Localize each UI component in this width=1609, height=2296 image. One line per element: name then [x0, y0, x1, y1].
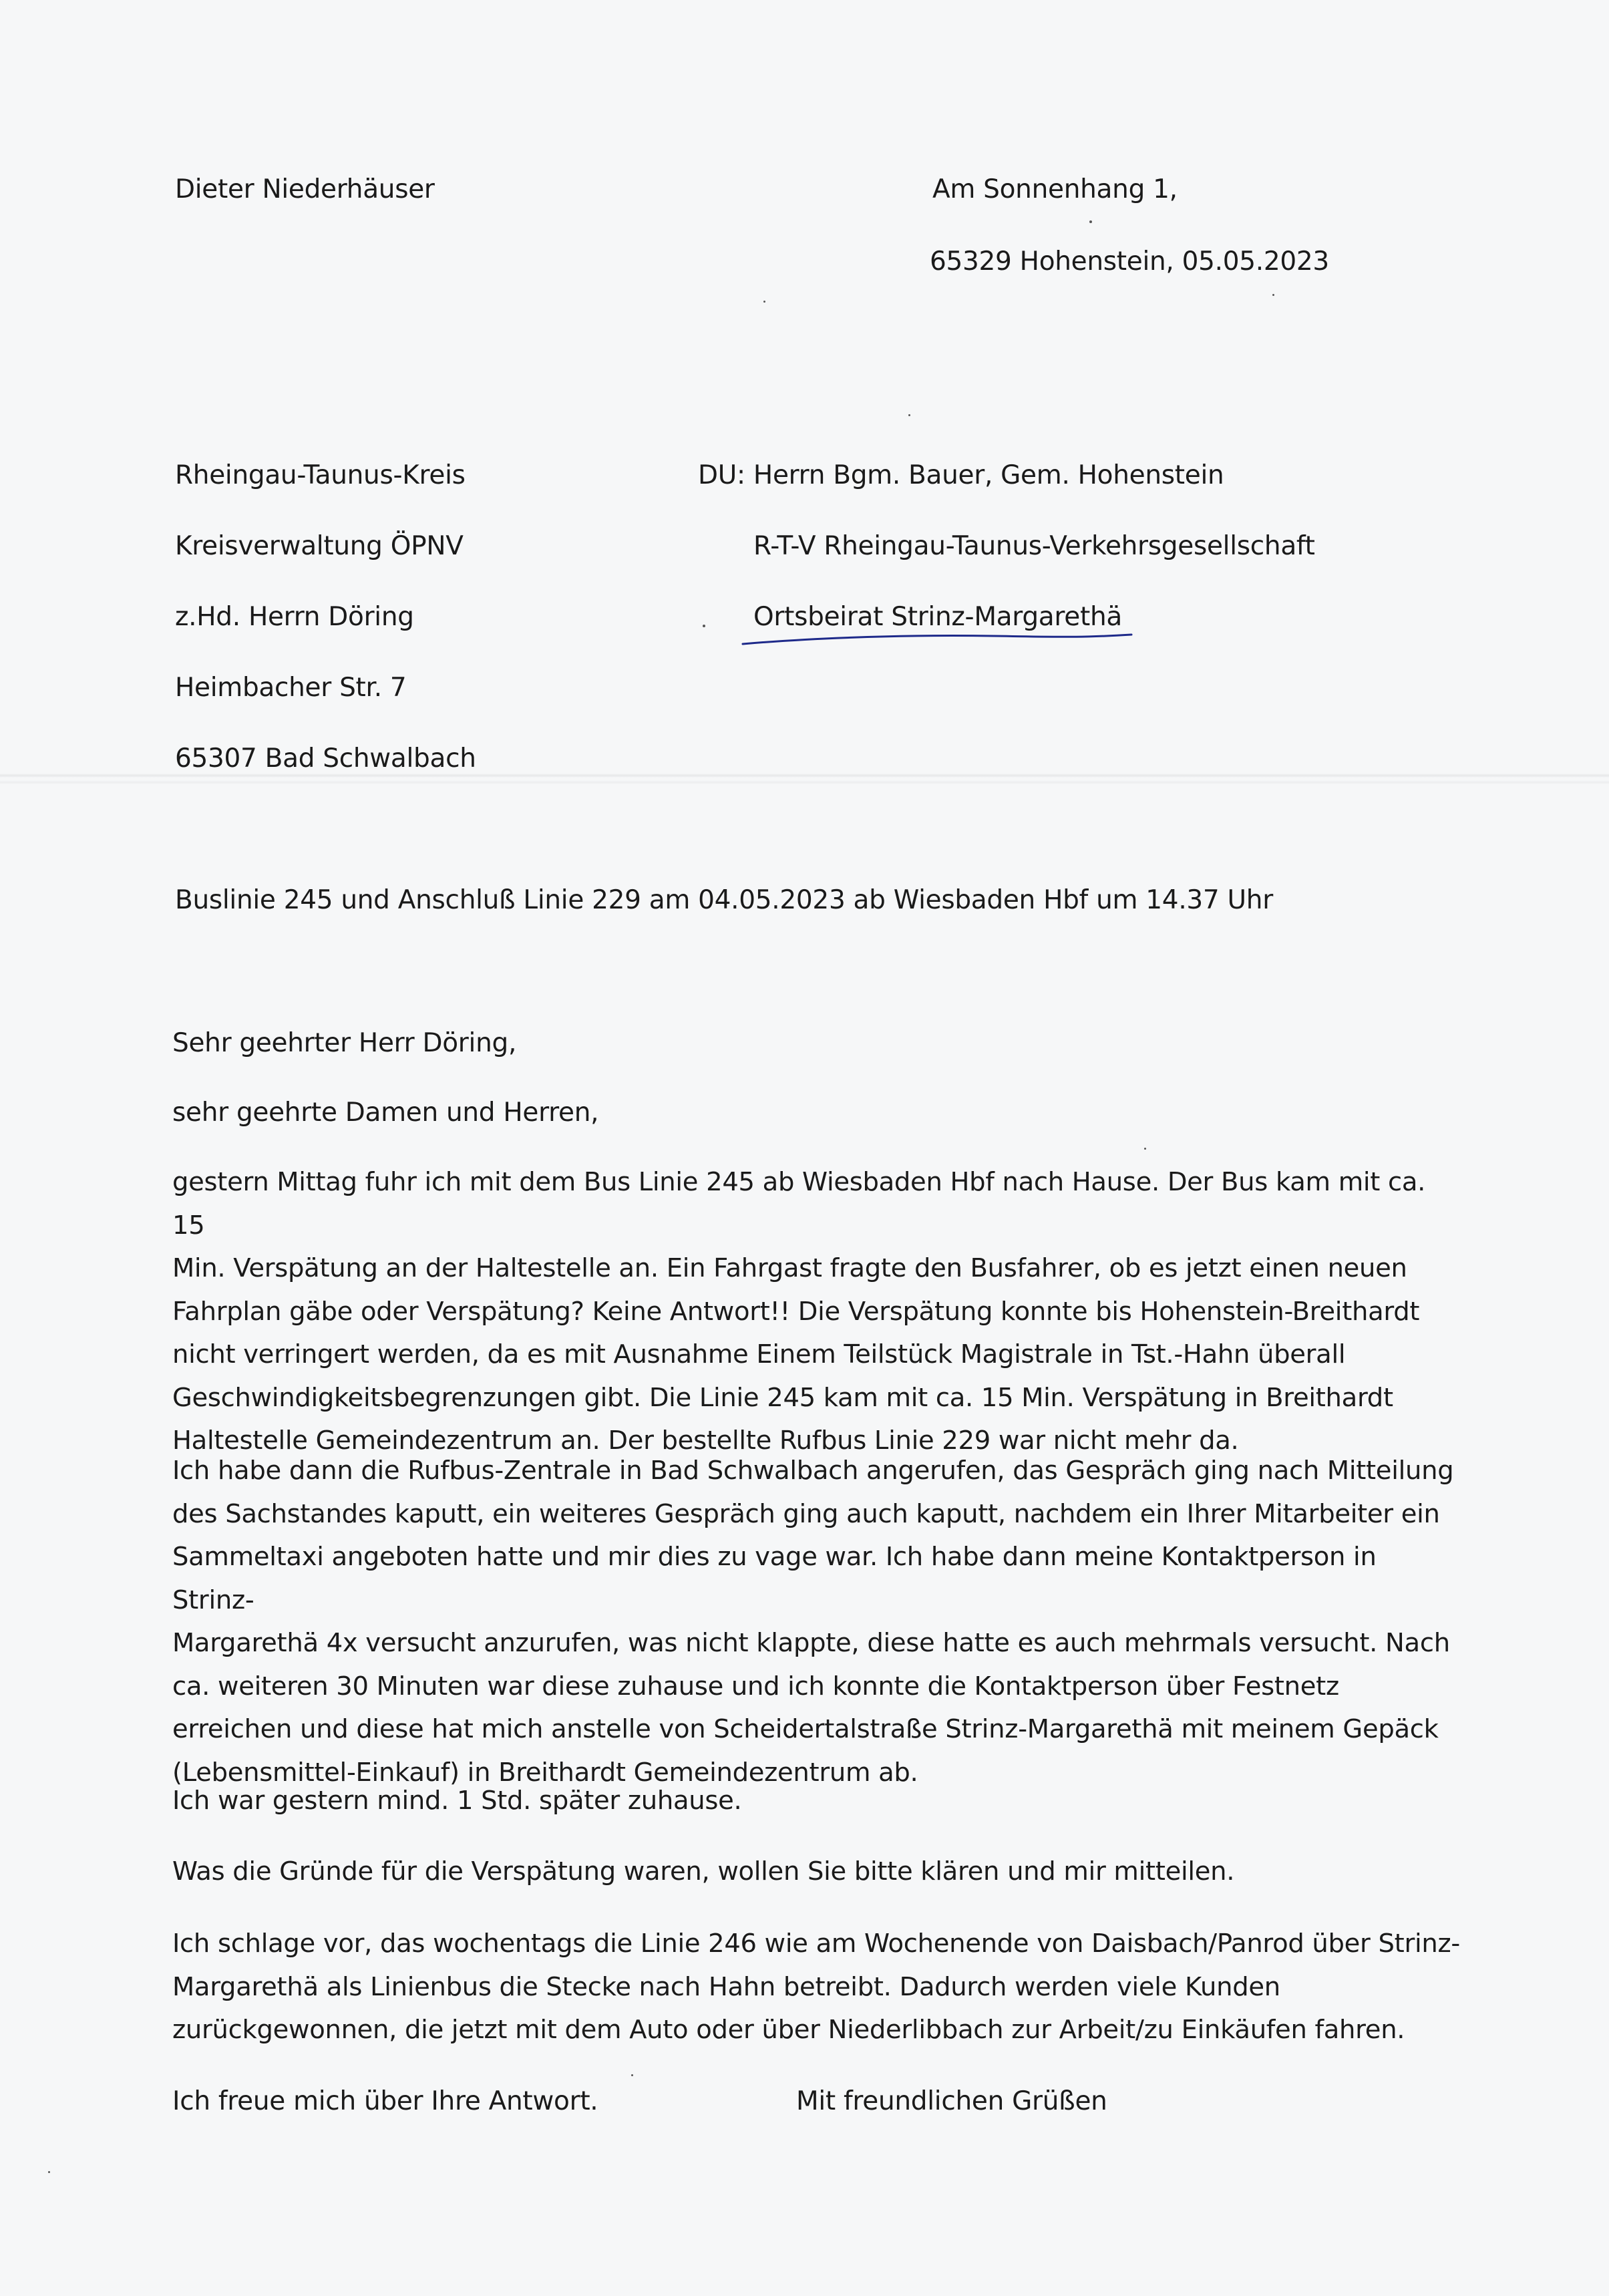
scan-speck: [703, 625, 705, 627]
copy-line-1: DU: Herrn Bgm. Bauer, Gem. Hohenstein: [698, 460, 1224, 490]
scan-speck: [1272, 294, 1274, 296]
closing-right: Mit freundlichen Grüßen: [796, 2086, 1107, 2116]
copy-line-2: R-T-V Rheingau-Taunus-Verkehrsgesellschaft: [753, 531, 1315, 561]
salutation-line-1: Sehr geehrter Herr Döring,: [172, 1028, 517, 1058]
body-paragraph-5: Ich schlage vor, das wochentags die Linie 246 wie am Wochenende von Daisbach/Panrod über Strinz- Margarethä als Linienbus die Stecke nach Hahn betreibt. Dadurch werden viele Kunden zurückgewonnen, die jetzt mit dem Auto oder über Niederlibbach zur Arbeit/zu Einkäufen fahren.: [172, 1929, 1460, 2045]
scan-speck: [48, 2171, 50, 2173]
recipient-line-1: Rheingau-Taunus-Kreis: [175, 460, 466, 490]
sender-street: Am Sonnenhang 1,: [932, 174, 1178, 204]
sender-city-date: 65329 Hohenstein, 05.05.2023: [930, 247, 1329, 277]
scan-speck: [631, 2074, 633, 2076]
recipient-line-5: 65307 Bad Schwalbach: [175, 744, 476, 774]
scan-speck: [763, 301, 765, 303]
scan-speck: [1089, 220, 1092, 223]
recipient-line-2: Kreisverwaltung ÖPNV: [175, 531, 464, 561]
scan-speck: [1144, 1148, 1146, 1150]
salutation-line-2: sehr geehrte Damen und Herren,: [172, 1098, 599, 1128]
body-paragraph-1: gestern Mittag fuhr ich mit dem Bus Linie 245 ab Wiesbaden Hbf nach Hause. Der Bus kam mit ca. 15 Min. Verspätung an der Haltestelle an. Ein Fahrgast fragte den Busfahrer, ob es jetzt einen neuen Fahrplan gäbe oder Verspätung? Keine Antwort!! Die Verspätung konnte bis Hohenstein-Breithardt nicht verringert werden, da es mit Ausnahme Einem Teilstück Magistrale in Tst.-Hahn überall Geschwindigkeitsbegrenzungen gibt. Die Linie 245 kam mit ca. 15 Min. Verspätung in Breithardt Haltestelle Gemeindezentrum an. Der bestellte Rufbus Linie 229 war nicht mehr da.: [172, 1167, 1426, 1456]
subject-line: Buslinie 245 und Anschluß Linie 229 am 04.05.2023 ab Wiesbaden Hbf um 14.37 Uhr: [175, 885, 1273, 915]
recipient-line-4: Heimbacher Str. 7: [175, 673, 407, 703]
recipient-line-3: z.Hd. Herrn Döring: [175, 602, 414, 632]
body-paragraph-4: Was die Gründe für die Verspätung waren, wollen Sie bitte klären und mir mitteilen.: [172, 1856, 1235, 1887]
closing-left: Ich freue mich über Ihre Antwort.: [172, 2086, 598, 2116]
paper-fold-shadow: [0, 780, 1609, 784]
handwritten-underline: [740, 629, 1134, 649]
scan-speck: [908, 414, 910, 416]
copy-line-3: Ortsbeirat Strinz-Margarethä: [753, 602, 1122, 632]
body-paragraph-2: Ich habe dann die Rufbus-Zentrale in Bad Schwalbach angerufen, das Gespräch ging nach Mitteilung des Sachstandes kaputt, ein weiteres Gespräch ging auch kaputt, nachdem ein Ihrer Mitarbeiter ein Sammeltaxi angeboten hatte und mir dies zu vage war. Ich habe dann meine Kontaktperson in Strinz- Margarethä 4x versucht anzurufen, was nicht klappte, diese hatte es auch mehrmals versucht. Nach ca. weiteren 30 Minuten war diese zuhause und ich konnte die Kontaktperson über Festnetz erreichen und diese hat mich anstelle von Scheidertalstraße Strinz-Margarethä mit meinem Gepäck (Lebensmittel-Einkauf) in Breithardt Gemeindezentrum ab.: [172, 1456, 1454, 1788]
body-paragraph-3: Ich war gestern mind. 1 Std. später zuhause.: [172, 1786, 742, 1816]
sender-name: Dieter Niederhäuser: [175, 174, 435, 204]
